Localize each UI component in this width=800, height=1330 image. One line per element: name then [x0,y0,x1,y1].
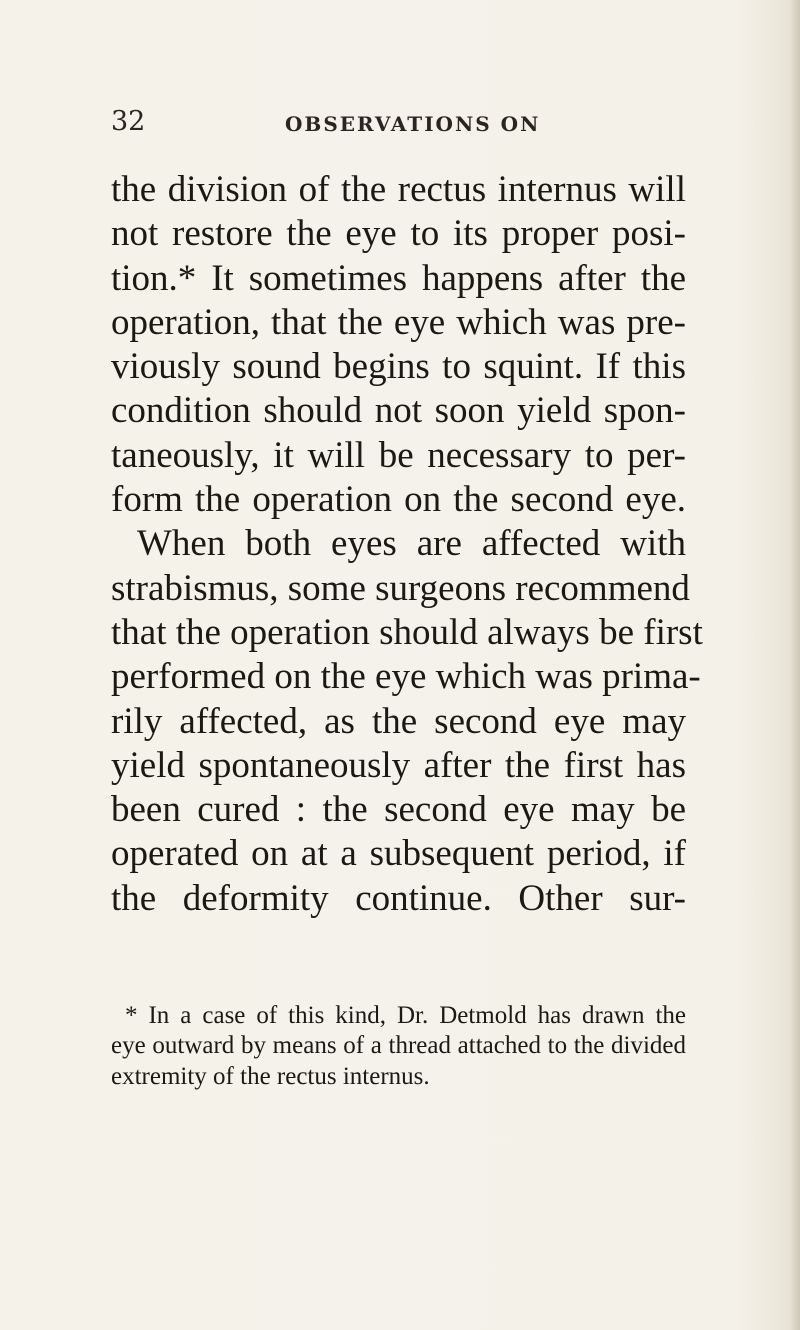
text-line: that the operation should always be first [111,611,703,653]
text-line: operated on at a subsequent period, if [111,833,686,875]
text-line: the division of the rectus internus will [111,169,686,210]
footnote-line: eye outward by means of a thread attached to the divided [111,1032,686,1060]
text-line: the deformity continue. Other sur- [111,877,686,919]
footnote-line: extremity of the rectus internus. [111,1062,430,1090]
text-line: performed on the eye which was prima- [111,656,701,698]
text-line: rily affected, as the second eye may [111,700,686,742]
text-line: viously sound begins to squint. If this [111,346,686,388]
text-line: operation, that the eye which was pre- [111,301,686,343]
text-line: taneously, it will be necessary to per- [111,434,686,476]
footnote [111,1001,686,1092]
footnote-line: * In a case of this kind, Dr. Detmold has drawn the [125,1002,686,1029]
page-edge-shadow [790,0,800,1330]
text-line-paragraph-start: When both eyes are affected with [137,523,686,565]
page-header [111,102,671,142]
text-line: tion.* It sometimes happens after the [111,257,686,299]
text-line: form the operation on the second eye. [111,479,686,521]
text-line: not restore the eye to its proper posi- [111,213,686,255]
text-line: yield spontaneously after the first has [111,744,686,786]
page-number: 32 [111,106,146,137]
text-line: been cured : the second eye may be [111,789,686,831]
text-line: strabismus, some surgeons recommend [111,567,690,609]
body-text [111,168,703,921]
running-head: OBSERVATIONS ON [285,112,541,136]
text-line: condition should not soon yield spon- [111,390,686,432]
